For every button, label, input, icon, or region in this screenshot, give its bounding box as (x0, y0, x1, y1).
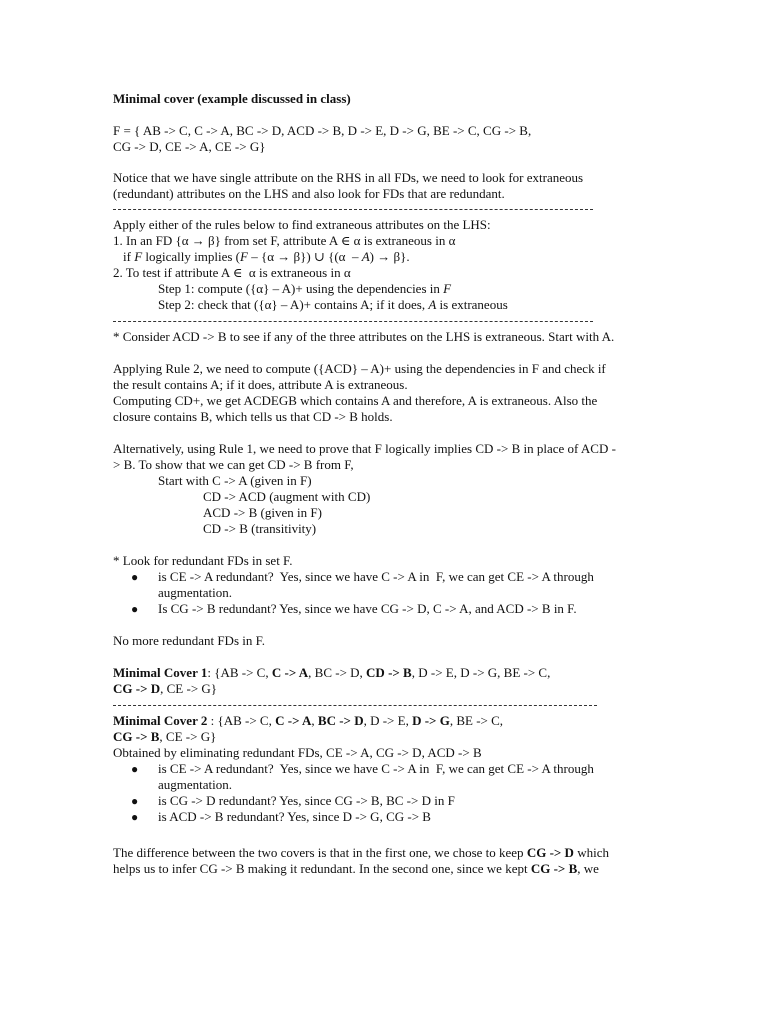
bullet-icon: ● (131, 810, 139, 824)
applying-line-3: Computing CD+, we get ACDEGB which contains A and therefore, A is extraneous. Also the (113, 393, 598, 408)
alternatively-line-2: > B. To show that we can get CD -> B from F, (113, 457, 354, 472)
minimal-cover-1-line-1: Minimal Cover 1: {AB -> C, C -> A, BC -> D, CD -> B, D -> E, D -> G, BE -> C, (113, 665, 551, 680)
fd-set-line-1: F = { AB -> C, C -> A, BC -> D, ACD -> B, D -> E, D -> G, BE -> C, CG -> B, (113, 123, 532, 138)
divider (113, 705, 597, 706)
proof-step-1: CD -> ACD (augment with CD) (203, 489, 371, 504)
minimal-cover-2-line-1: Minimal Cover 2 : {AB -> C, C -> A, BC -> D, D -> E, D -> G, BE -> C, (113, 713, 504, 728)
page-title: Minimal cover (example discussed in class) (113, 91, 351, 106)
no-more-redundant: No more redundant FDs in F. (113, 633, 266, 648)
minimal-cover-2-line-2: CG -> B, CE -> G} (113, 729, 217, 744)
minimal-cover-1-line-2: CG -> D, CE -> G} (113, 681, 218, 696)
bullet-icon: ● (131, 570, 139, 584)
redundant-heading: * Look for redundant FDs in set F. (113, 553, 293, 568)
divider (113, 321, 593, 322)
redundant-bullet-1-line-2: augmentation. (158, 585, 233, 600)
difference-line-2: helps us to infer CG -> B making it redundant. In the second one, since we kept CG -> B, we (113, 861, 599, 876)
divider (113, 209, 593, 210)
notice-line-2: (redundant) attributes on the LHS and also look for FDs that are redundant. (113, 186, 505, 201)
bullet-icon: ● (131, 794, 139, 808)
cover2-bullet-1-line-2: augmentation. (158, 777, 233, 792)
cover2-bullet-3: is ACD -> B redundant? Yes, since D -> G, CG -> B (158, 809, 431, 824)
rule-2-line-1: 2. To test if attribute A ∈ α is extraneous in α (113, 265, 351, 280)
rule-2-step-1: Step 1: compute ({α} – A)+ using the dependencies in F (158, 281, 452, 296)
redundant-bullet-1-line-1: is CE -> A redundant? Yes, since we have C -> A in F, we can get CE -> A through (158, 569, 594, 584)
applying-line-2: the result contains A; if it does, attribute A is extraneous. (113, 377, 408, 392)
rule-2-step-2: Step 2: check that ({α} – A)+ contains A; if it does, A is extraneous (158, 297, 508, 312)
notice-line-1: Notice that we have single attribute on the RHS in all FDs, we need to look for extraneous (113, 170, 584, 185)
cover2-bullet-1-line-1: is CE -> A redundant? Yes, since we have C -> A in F, we can get CE -> A through (158, 761, 594, 776)
proof-step-3: CD -> B (transitivity) (203, 521, 317, 536)
rule-1-line-1: 1. In an FD {α → β} from set F, attribute A ∈ α is extraneous in α (113, 233, 456, 248)
applying-line-1: Applying Rule 2, we need to compute ({ACD} – A)+ using the dependencies in F and check if (113, 361, 606, 376)
proof-step-2: ACD -> B (given in F) (203, 505, 322, 520)
rules-intro: Apply either of the rules below to find extraneous attributes on the LHS: (113, 217, 491, 232)
bullet-icon: ● (131, 762, 139, 776)
alternatively-line-1: Alternatively, using Rule 1, we need to prove that F logically implies CD -> B in place of ACD - (113, 441, 616, 456)
redundant-bullet-2: Is CG -> B redundant? Yes, since we have CG -> D, C -> A, and ACD -> B in F. (158, 601, 577, 616)
fd-set-line-2: CG -> D, CE -> A, CE -> G} (113, 139, 266, 154)
consider-line: * Consider ACD -> B to see if any of the three attributes on the LHS is extraneous. Start with A. (113, 329, 615, 344)
cover2-bullet-2: is CG -> D redundant? Yes, since CG -> B, BC -> D in F (158, 793, 455, 808)
applying-line-4: closure contains B, which tells us that CD -> B holds. (113, 409, 393, 424)
difference-line-1: The difference between the two covers is that in the first one, we chose to keep CG -> D which (113, 845, 609, 860)
minimal-cover-2-obtained: Obtained by eliminating redundant FDs, CE -> A, CG -> D, ACD -> B (113, 745, 482, 760)
bullet-icon: ● (131, 602, 139, 616)
proof-start: Start with C -> A (given in F) (158, 473, 312, 488)
rule-1-line-2: if F logically implies (F – {α → β}) ∪ {(α – A) → β}. (123, 249, 410, 264)
